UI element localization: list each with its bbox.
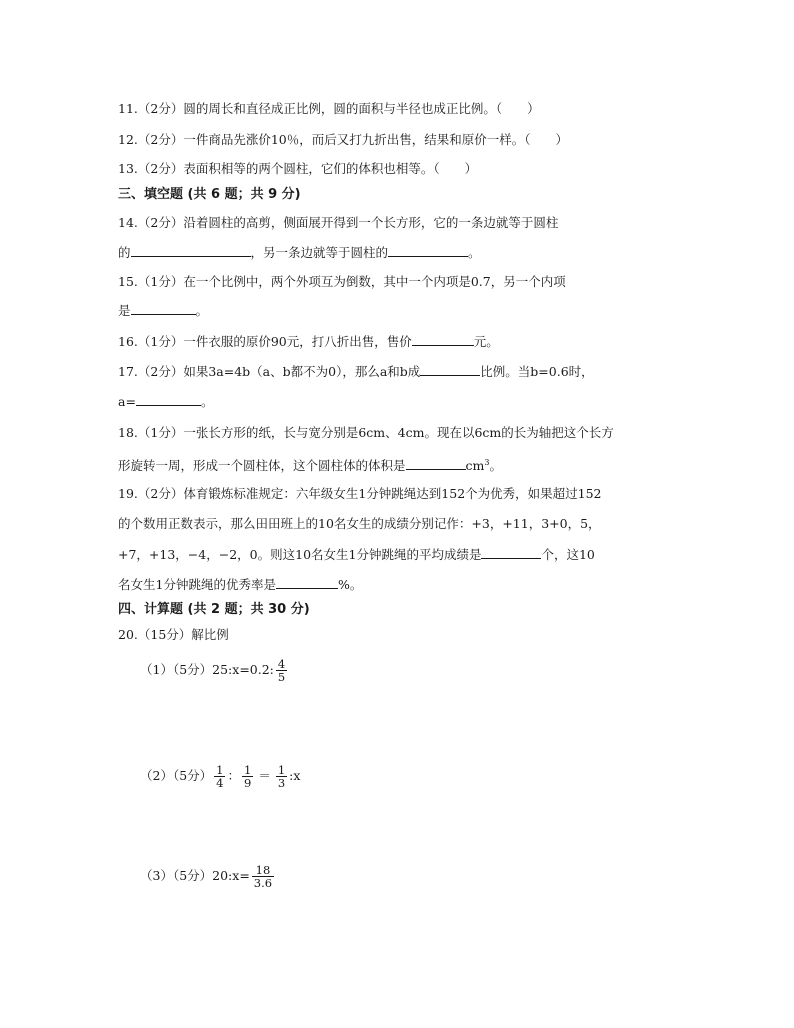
question-17	[118, 363, 594, 381]
question-number: 18.	[118, 425, 138, 440]
question-score: （2分）	[137, 215, 184, 230]
question-14	[118, 214, 558, 232]
question-text: 如果3a=4b（a、b都不为0），那么a和b成	[183, 364, 421, 379]
question-12	[118, 131, 568, 149]
question-text: 的	[118, 245, 131, 260]
fraction-denominator: 3	[277, 776, 286, 790]
ratio-colon: ：	[227, 768, 240, 783]
question-text: +7，+13，−4，−2，0。则这10名女生1分钟跳绳的平均成绩是	[118, 547, 482, 562]
question-text: 。	[195, 303, 209, 318]
question-score: （2分）	[137, 364, 184, 379]
question-score: （2分）	[137, 161, 184, 176]
part-label: （1）（5分）	[140, 662, 213, 677]
fraction	[214, 764, 225, 789]
fraction	[276, 658, 287, 683]
question-number: 19.	[118, 486, 138, 501]
question-number: 13.	[118, 161, 138, 176]
question-text: 。	[200, 394, 214, 409]
question-text: 解比例	[191, 627, 229, 642]
question-number: 20.	[118, 627, 138, 642]
question-text: 比例。当b=0.6时，	[480, 364, 594, 379]
question-20-part-3	[140, 864, 276, 889]
fraction-numerator: 1	[244, 763, 252, 777]
question-score: （1分）	[137, 334, 184, 349]
question-19	[118, 485, 602, 503]
answer-blank[interactable]	[412, 333, 474, 346]
answer-blank[interactable]	[131, 302, 196, 315]
question-text: ，另一条边就等于圆柱的	[250, 245, 389, 260]
expression: 20:x=	[212, 868, 250, 883]
question-20-part-2	[140, 764, 300, 789]
answer-blank[interactable]	[276, 576, 338, 589]
question-18-line2	[118, 454, 502, 475]
part-label: （3）（5分）	[140, 868, 213, 883]
fraction	[276, 764, 287, 789]
fraction-denominator: 3.6	[253, 876, 273, 890]
question-text: 一张长方形的纸，长与宽分别是6cm、4cm。现在以6cm的长为轴把这个长方	[183, 425, 614, 440]
question-text: 一件衣服的原价90元，打八折出售，售价	[183, 334, 412, 349]
question-text: 圆的周长和直径成正比例，圆的面积与半径也成正比例。（ ）	[183, 101, 540, 116]
question-18	[118, 424, 614, 442]
question-text: 体育锻炼标准规定：六年级女生1分钟跳绳达到152个为优秀，如果超过152	[183, 486, 602, 501]
question-11	[118, 100, 540, 118]
question-score: （15分）	[137, 627, 192, 642]
question-score: （2分）	[137, 101, 184, 116]
question-number: 11.	[118, 101, 138, 116]
fraction-numerator: 18	[255, 863, 271, 877]
answer-blank[interactable]	[481, 546, 541, 559]
question-text: 表面积相等的两个圆柱，它们的体积也相等。（ ）	[183, 161, 478, 176]
fraction	[252, 864, 274, 889]
question-text: 。	[468, 245, 481, 260]
question-score: （2分）	[137, 486, 184, 501]
answer-blank[interactable]	[136, 393, 201, 406]
question-20-part-1	[140, 658, 289, 683]
question-text: 一件商品先涨价10％，而后又打九折出售，结果和原价一样。（ ）	[183, 132, 569, 147]
unit-exponent: 3	[484, 458, 490, 467]
unit-text: cm	[465, 458, 485, 474]
fraction	[242, 764, 253, 789]
equals-sign: ＝	[258, 768, 271, 783]
question-number: 17.	[118, 364, 138, 379]
question-text: 名女生1分钟跳绳的优秀率是	[118, 577, 276, 592]
question-text: 在一个比例中，两个外项互为倒数，其中一个内项是0.7，另一个内项	[183, 274, 566, 289]
fraction-numerator: 4	[277, 657, 286, 671]
question-text: 沿着圆柱的高剪，侧面展开得到一个长方形，它的一条边就等于圆柱	[183, 215, 559, 230]
fraction-numerator: 1	[216, 763, 224, 777]
expression: :x	[289, 768, 301, 783]
answer-blank[interactable]	[388, 244, 468, 257]
question-15	[118, 273, 566, 291]
question-20	[118, 626, 229, 644]
question-17-line2	[118, 393, 213, 411]
question-15-line2	[118, 302, 208, 320]
answer-blank[interactable]	[131, 244, 251, 257]
question-13	[118, 160, 477, 178]
answer-blank[interactable]	[406, 457, 466, 470]
question-number: 16.	[118, 334, 138, 349]
section-heading-calculation: 四、计算题 (共 2 题；共 30 分)	[118, 602, 310, 617]
question-16	[118, 333, 499, 351]
question-text: 。	[489, 458, 502, 474]
fraction-denominator: 4	[216, 776, 224, 790]
question-14-line2	[118, 244, 481, 262]
expression: 25:x=0.2:	[212, 662, 274, 677]
question-number: 14.	[118, 215, 138, 230]
question-number: 12.	[118, 132, 138, 147]
question-19-line2: 的个数用正数表示，那么田田班上的10名女生的成绩分别记作：+3，+11，3+0，5，	[118, 516, 601, 531]
question-text: 元。	[473, 334, 499, 349]
question-score: （1分）	[137, 425, 184, 440]
part-label: （2）（5分）	[140, 768, 213, 783]
fraction-denominator: 5	[277, 670, 286, 684]
fraction-denominator: 9	[244, 776, 252, 790]
question-score: （1分）	[137, 274, 184, 289]
question-text: 个，这10	[541, 547, 595, 562]
question-text: 形旋转一周，形成一个圆柱体，这个圆柱体的体积是	[118, 458, 406, 474]
question-number: 15.	[118, 274, 138, 289]
fraction-numerator: 1	[277, 763, 286, 777]
question-text: %。	[337, 577, 363, 592]
question-text: a=	[118, 394, 136, 409]
question-19-line4	[118, 576, 362, 594]
answer-blank[interactable]	[420, 363, 480, 376]
question-19-line3	[118, 546, 595, 564]
question-text: 是	[118, 303, 131, 318]
section-heading-fill-in: 三、填空题 (共 6 题；共 9 分)	[118, 187, 301, 202]
question-score: （2分）	[137, 132, 184, 147]
